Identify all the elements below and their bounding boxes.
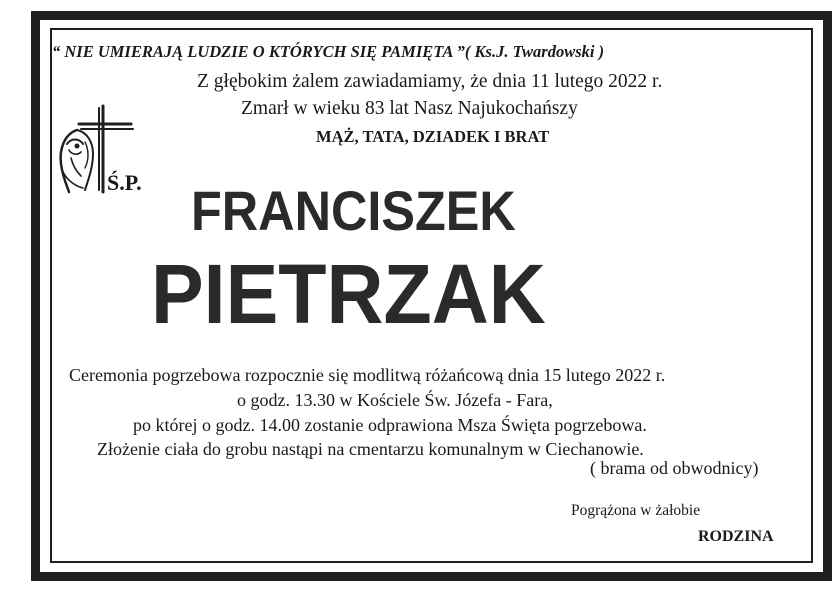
ceremony-line-1: Ceremonia pogrzebowa rozpocznie się modlitwą różańcową dnia 15 lutego 2022 r. [69,365,666,385]
announcement-line-1: Z głębokim żalem zawiadamiamy, że dnia 11 lutego 2022 r. [197,71,663,92]
ceremony-line-3: po której o godz. 14.00 zostanie odprawiona Msza Święta pogrzebowa. [133,415,647,435]
ceremony-line-5: ( brama od obwodnicy) [590,458,759,478]
first-name: FRANCISZEK [191,179,516,242]
family-signature: RODZINA [698,528,774,545]
ceremony-line-4: Złożenie ciała do grobu nastąpi na cmentarzu komunalnym w Ciechanowie. [97,439,644,459]
mourning-text: Pogrążona w żałobie [571,502,701,519]
announcement-line-2: Zmarł w wieku 83 lat Nasz Najukochańszy [241,98,578,119]
motto-quote: “ NIE UMIERAJĄ LUDZIE O KTÓRYCH SIĘ PAMIĘTA ”( Ks.J. Twardowski ) [52,42,605,61]
ceremony-line-2: o godz. 13.30 w Kościele Św. Józefa - Fara, [237,390,553,410]
relations-line: MĄŻ, TATA, DZIADEK I BRAT [316,127,550,146]
last-name: PIETRZAK [151,247,546,341]
sp-prefix: Ś.P. [107,170,142,195]
